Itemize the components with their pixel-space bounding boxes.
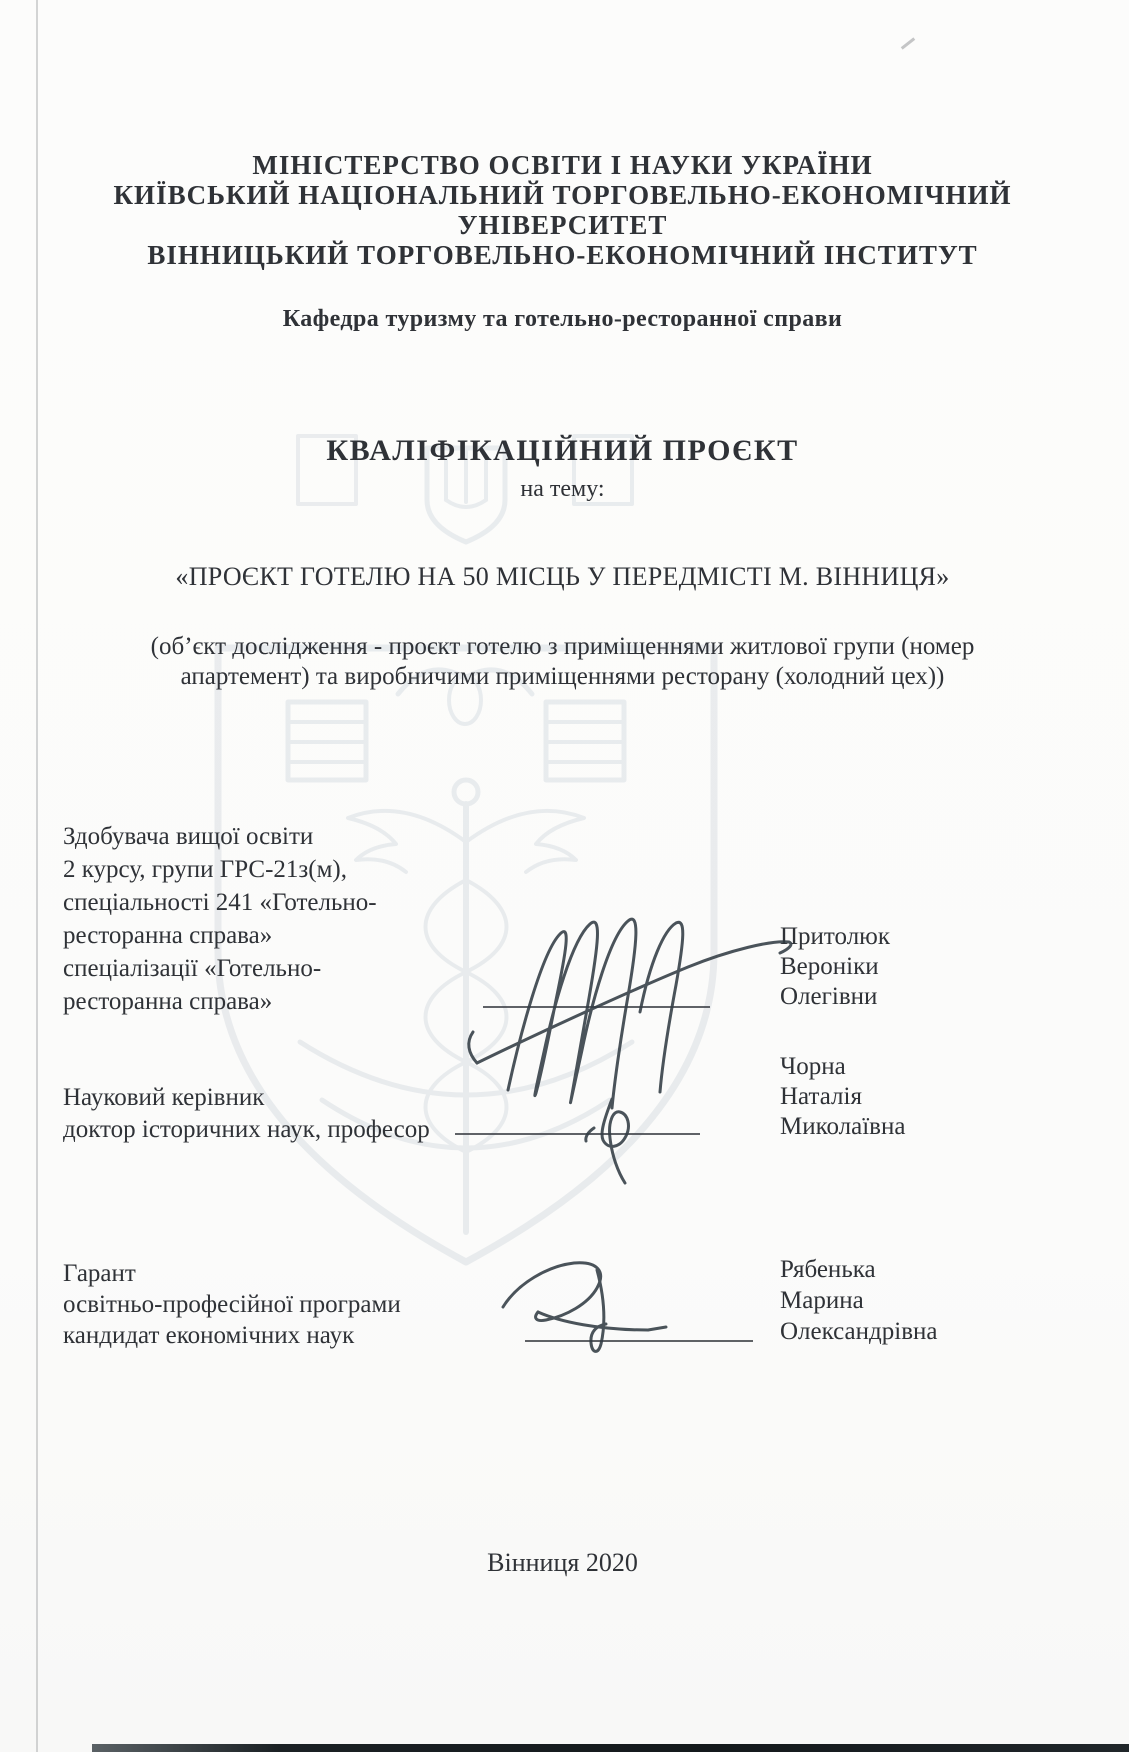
student-info-line: спеціалізації «Готельно- <box>63 955 322 982</box>
object-line: апартемент) та виробничими приміщеннями ресторану (холодний цех)) <box>180 663 945 690</box>
student-firstname: Вероніки <box>780 953 879 980</box>
object-of-research <box>40 632 1085 692</box>
work-type-heading: КВАЛІФІКАЦІЙНИЙ ПРОЄКТ <box>326 434 799 467</box>
student-name-block <box>780 922 890 1012</box>
supervisor-firstname: Наталія <box>780 1083 862 1110</box>
supervisor-surname: Чорна <box>780 1053 846 1080</box>
student-info-line: Здобувача вищої освіти <box>63 823 314 850</box>
student-info-block <box>63 820 377 1018</box>
work-title: «ПРОЄКТ ГОТЕЛЮ НА 50 МІСЦЬ У ПЕРЕДМІСТІ М. ВІННИЦЯ» <box>175 562 950 591</box>
student-info-line: ресторанна справа» <box>63 988 273 1015</box>
supervisor-signature-line <box>455 1133 700 1135</box>
university-line-2: УНІВЕРСИТЕТ <box>457 210 668 240</box>
guarantor-role-line: Гарант <box>63 1260 136 1287</box>
student-surname: Притолюк <box>780 923 890 950</box>
student-signature-icon <box>469 919 791 1108</box>
guarantor-role-block <box>63 1258 401 1351</box>
guarantor-role-line: освітньо-професійної програми <box>63 1291 401 1318</box>
university-line-1: КИЇВСЬКИЙ НАЦІОНАЛЬНИЙ ТОРГОВЕЛЬНО-ЕКОНОМІЧНИЙ <box>113 180 1012 210</box>
ministry-line: МІНІСТЕРСТВО ОСВІТИ І НАУКИ УКРАЇНИ <box>252 150 873 180</box>
supervisor-signature-icon <box>586 1099 629 1183</box>
city-and-year: Вінниця 2020 <box>487 1548 638 1577</box>
department-name: Кафедра туризму та готельно-ресторанної справи <box>282 306 843 332</box>
guarantor-name-block <box>780 1254 937 1347</box>
ministry-header <box>40 150 1085 270</box>
guarantor-signature-line <box>525 1340 753 1342</box>
supervisor-name-block <box>780 1052 905 1142</box>
guarantor-firstname: Марина <box>780 1287 864 1314</box>
scan-bottom-bar <box>92 1744 1129 1752</box>
institute-line: ВІННИЦЬКИЙ ТОРГОВЕЛЬНО-ЕКОНОМІЧНИЙ ІНСТИТУТ <box>147 240 978 270</box>
student-info-line: 2 курсу, групи ГРС-21з(м), <box>63 856 347 883</box>
scan-speck <box>901 37 915 49</box>
student-info-line: ресторанна справа» <box>63 922 273 949</box>
supervisor-role-line: Науковий керівник <box>63 1084 265 1111</box>
supervisor-role-block <box>63 1082 430 1146</box>
scan-left-edge <box>36 0 38 1752</box>
guarantor-patronymic: Олександрівна <box>780 1318 938 1345</box>
student-patronymic: Олегівни <box>780 983 878 1010</box>
student-info-line: спеціальності 241 «Готельно- <box>63 889 377 916</box>
guarantor-surname: Рябенька <box>780 1256 876 1283</box>
guarantor-role-line: кандидат економічних наук <box>63 1322 355 1349</box>
guarantor-signature-icon <box>503 1263 666 1352</box>
student-signature-line <box>483 1006 710 1008</box>
object-line: (об’єкт дослідження - проєкт готелю з приміщеннями житлової групи (номер <box>150 633 975 660</box>
supervisor-role-line: доктор історичних наук, професор <box>63 1116 430 1143</box>
supervisor-patronymic: Миколаївна <box>780 1113 906 1140</box>
topic-label: на тему: <box>520 476 605 502</box>
